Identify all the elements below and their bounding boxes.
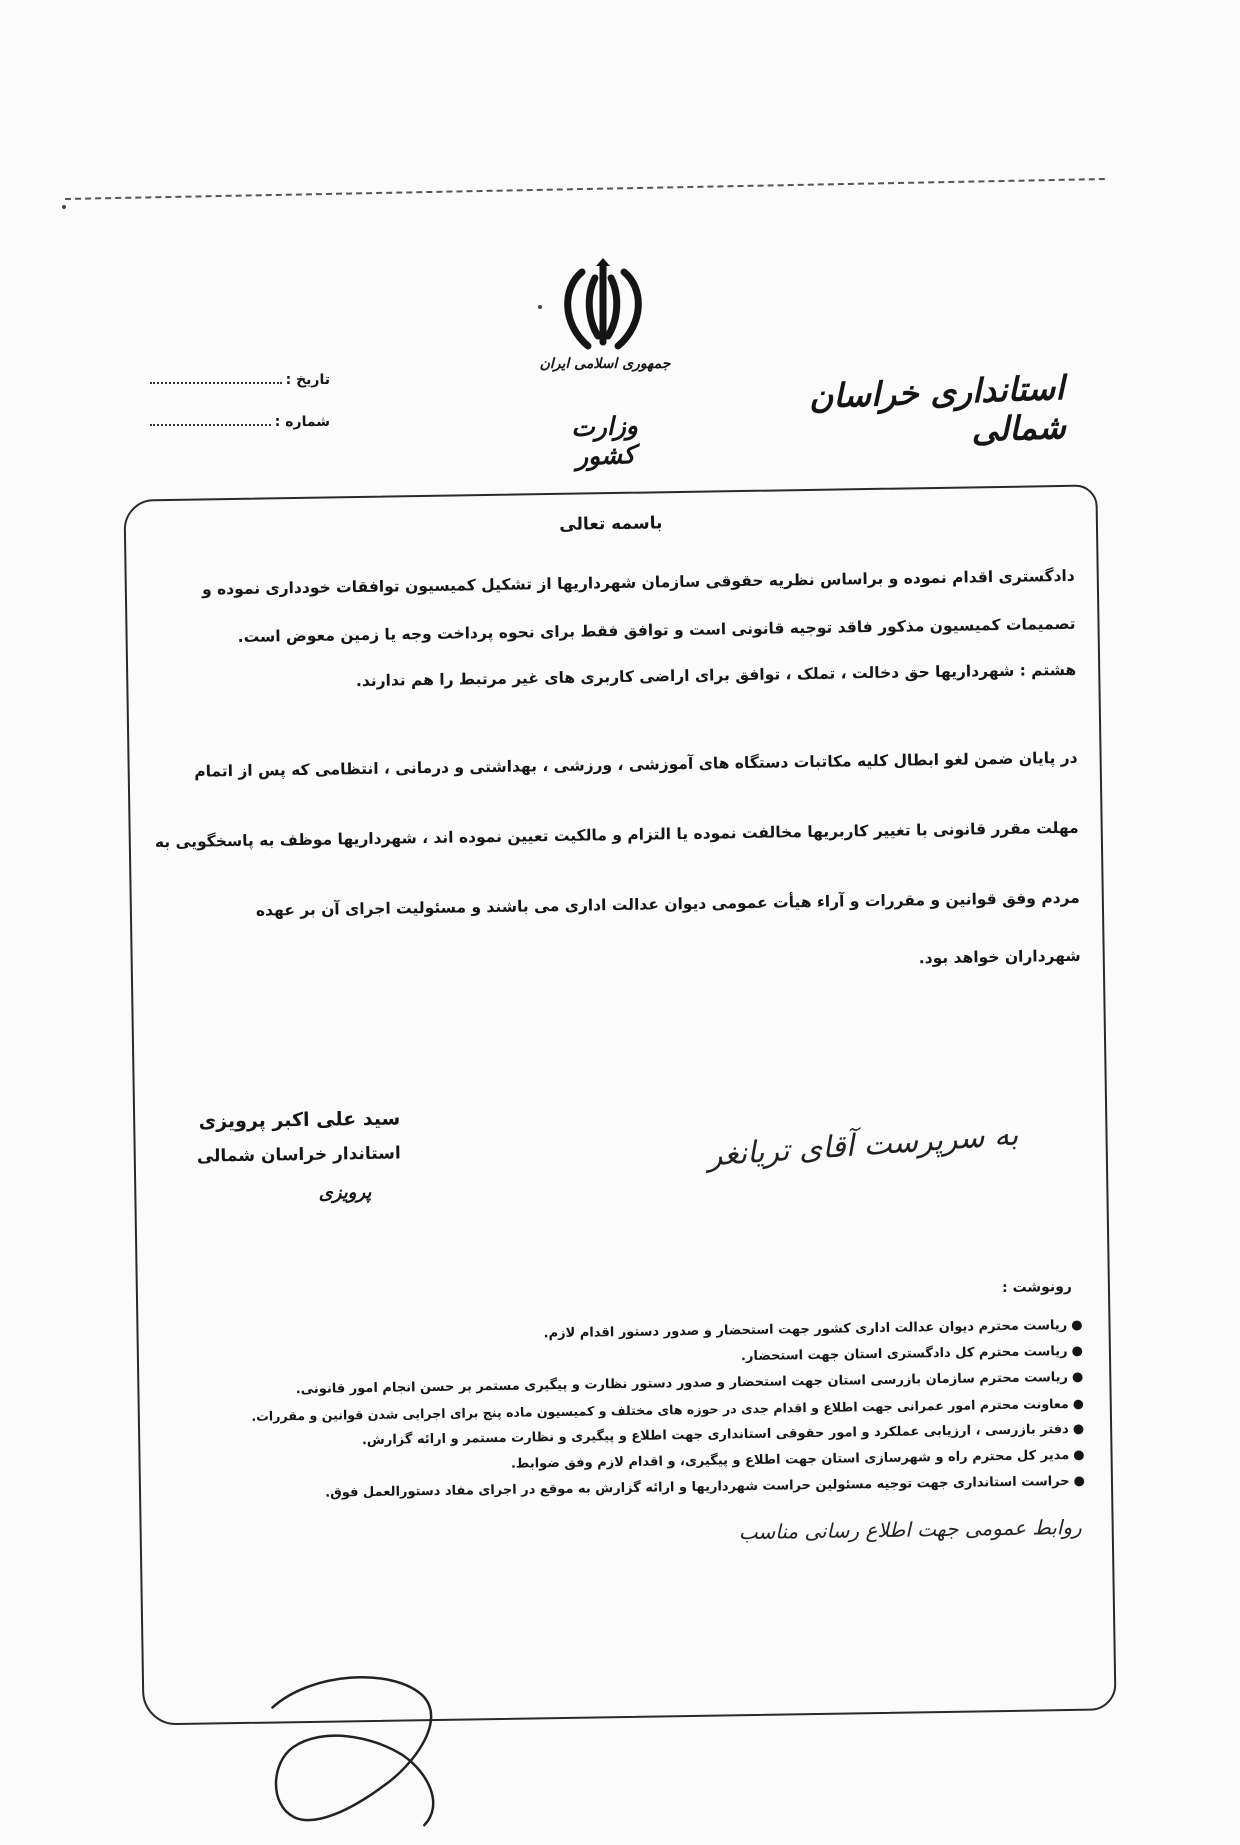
- bullet-icon: ●: [1073, 1447, 1085, 1463]
- governorate-title: استانداری خراسان شمالی: [808, 368, 1067, 450]
- bullet-icon: ●: [1071, 1369, 1084, 1385]
- body-line: دادگستری اقدام نموده و براساس نظریه حقوقی سازمان شهرداریها از تشکیل کمیسیون توافقات خودداری نموده و: [201, 566, 1075, 599]
- cc-item: ●ریاست محترم سازمان بازرسی استان جهت استحضار و صدور دستور نظارت و پیگیری مستمر بر حسن انجام امور قانونی.: [295, 1369, 1084, 1398]
- bullet-icon: ●: [1072, 1421, 1085, 1437]
- cc-title: رونوشت :: [1001, 1278, 1073, 1297]
- signature-scribble-icon: [252, 1664, 485, 1843]
- signatory-name: سید علی اکبر پرویزی: [198, 1107, 401, 1133]
- number-field: [150, 414, 330, 430]
- date-label: تاریخ :: [285, 372, 330, 388]
- salutation: باسمه تعالی: [559, 513, 663, 535]
- ministry-title: وزارت کشور: [570, 410, 639, 472]
- body-line: در پایان ضمن لغو ابطال کلیه مکاتبات دستگاه های آموزشی ، ورزشی ، بهداشتی و درمانی ، انتظامی که پس از اتمام: [194, 748, 1078, 781]
- bullet-icon: ●: [1071, 1343, 1084, 1359]
- cc-item: ●دفتر بازرسی ، ارزیابی عملکرد و امور حقوقی استانداری جهت اطلاع و پیگیری و نظارت مستمر و ارائه گزارش.: [361, 1421, 1085, 1449]
- handwritten-note: به سرپرست آقای تریانغر: [706, 1117, 1020, 1174]
- cc-item: ●ریاست محترم دیوان عدالت اداری کشور جهت استحضار و صدور دستور اقدام لازم.: [543, 1317, 1083, 1342]
- body-line: تصمیمات کمیسیون مذکور فاقد توجیه قانونی است و توافق فقط برای نحوه پرداخت وجه یا زمین معوض است.: [237, 614, 1076, 646]
- scan-dot: [62, 205, 66, 209]
- bullet-icon: ●: [1071, 1317, 1083, 1333]
- body-line: مردم وفق قوانین و مقررات و آراء هیأت عمومی دیوان عدالت اداری می باشند و مسئولیت اجرای آن بر عهده: [255, 888, 1080, 920]
- bullet-icon: ●: [1072, 1395, 1084, 1411]
- cc-item: ●حراست استانداری جهت توجیه مسئولین حراست شهرداریها و ارائه گزارش به موقع در اجرای مفاد دستورالعمل فوق.: [325, 1473, 1086, 1501]
- body-line: هشتم : شهرداریها حق دخالت ، تملک ، توافق برای اراضی کاربری های غیر مرتبط را هم ندارند.: [355, 660, 1077, 691]
- body-line: مهلت مقرر قانونی با تغییر کاربریها مخالفت نموده یا التزام و مالکیت تعیین نموده اند ، شهرداریها موظف به پاسخگویی به: [154, 818, 1079, 852]
- cc-item: ●معاونت محترم امور عمرانی جهت اطلاع و اقدام جدی در حوزه های مختلف و کمیسیون ماده پنج برای اجرایی شدن قوانین و مقررات.: [251, 1395, 1084, 1424]
- number-blank: [150, 414, 271, 426]
- handwritten-signature: پرویزی: [318, 1181, 372, 1204]
- page-top-rule: [65, 178, 1105, 200]
- handwritten-footer-note: روابط عمومی جهت اطلاع رسانی مناسب: [738, 1514, 1082, 1545]
- cc-item: ●مدیر کل محترم راه و شهرسازی استان جهت اطلاع و پیگیری، و اقدام لازم وفق ضوابط.: [510, 1447, 1085, 1472]
- number-label: شماره :: [274, 414, 330, 430]
- emblem-caption: جمهوری اسلامی ایران: [539, 356, 671, 372]
- letter-frame: [123, 484, 1116, 1725]
- scan-dot: [538, 305, 542, 309]
- date-field: [150, 372, 330, 388]
- body-line: شهرداران خواهد بود.: [918, 946, 1081, 968]
- date-blank: [150, 372, 282, 384]
- bullet-icon: ●: [1073, 1473, 1086, 1489]
- cc-item: ●ریاست محترم کل دادگستری استان جهت استحضار.: [740, 1343, 1084, 1365]
- iran-emblem-icon: [558, 258, 648, 358]
- signatory-title: استاندار خراسان شمالی: [196, 1143, 401, 1167]
